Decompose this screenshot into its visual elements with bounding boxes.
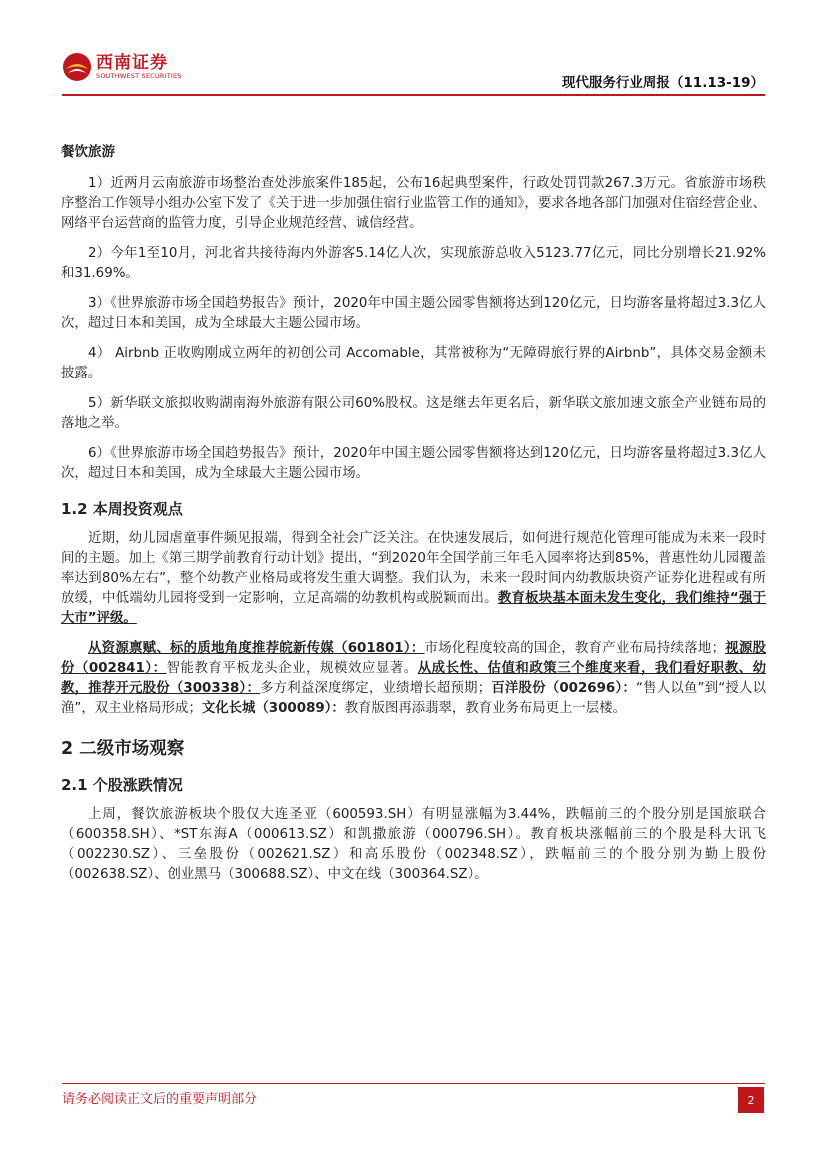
main-content — [61, 140, 766, 895]
news-item-2: 2）今年1至10月，河北省共接待海内外游客5.14亿人次，实现旅游总收入5123.77亿元，同比分别增长21.92%和31.69%。 — [61, 246, 766, 281]
page-number: 2 — [738, 1087, 764, 1113]
stock-movements-paragraph: 上周，餐饮旅游板块个股仅大连圣亚（600593.SH）有明显涨幅为3.44%，跌幅前三的个股分别是国旅联合（600358.SH）、*ST东海A（000613.SZ）和凯撒旅游（000796.SH）。教育板块涨幅前三的个股是科大讯飞（002230.SZ）、三垒股份（002621.SZ）和高乐股份（002348.SZ），跌幅前三的个股分别为勤上股份（002638.SZ）、创业黑马（300688.SZ）、中文在线（300364.SZ）。 — [61, 807, 766, 882]
news-item-5: 5）新华联文旅拟收购湖南海外旅游有限公司60%股权。这是继去年更名后，新华联文旅加速文旅全产业链布局的落地之举。 — [61, 396, 766, 431]
footer-divider — [62, 1083, 765, 1084]
recommendation-1-text: 市场化程度较高的国企，教育产业布局持续落地； — [424, 641, 725, 656]
logo-chinese-name: 西南证券 — [96, 53, 168, 73]
investment-view-text: 近期，幼儿园虐童事件频见报端，得到全社会广泛关注。在快速发展后，如何进行规范化管理可能成为未来一段时间的主题。加上《第三期学前教育行动计划》提出，“到2020年全国学前三年毛入园率将达到85%，普惠性幼儿园覆盖率达到80%左右”，整个幼教产业格局或将发生重大调整。我们认为，未来一段时间内幼教版块资产证券化进程或有所放缓，中低端幼儿园将受到一定影响，立足高端的幼教机构或脱颖而出。 — [61, 531, 766, 606]
section-heading-stock-movements: 2.1 个股涨跌情况 — [61, 776, 183, 794]
recommendation-1: 从资源禀赋、标的质地角度推荐皖新传媒（601801）： — [88, 641, 425, 656]
recommendation-2: 视源股份（002841）： — [61, 641, 767, 676]
report-title: 现代服务行业周报（11.13-19） — [561, 75, 764, 91]
stock-recommendation-paragraph — [61, 639, 766, 719]
recommendation-5: 文化长城（300089）： — [201, 701, 345, 716]
recommendation-4-text: “售人以鱼”到“授人以渔”，双主业格局形成； — [61, 681, 767, 716]
company-logo — [62, 52, 182, 82]
recommendation-5-text: 教育版图再添翡翠，教育业务布局更上一层楼。 — [344, 701, 626, 716]
section-heading-secondary-market: 2 二级市场观察 — [61, 739, 185, 759]
news-item-3: 3）《世界旅游市场全国趋势报告》预计，2020年中国主题公园零售额将达到120亿元，日均游客量将超过3.3亿人次，超过日本和美国，成为全球最大主题公园市场。 — [61, 296, 766, 331]
header-divider — [62, 94, 765, 96]
logo-english-name: SOUTHWEST SECURITIES — [96, 72, 182, 80]
section-label-dining-tourism: 餐饮旅游 — [61, 144, 115, 160]
news-item-1: 1）近两月云南旅游市场整治查处涉旅案件185起，公布16起典型案件，行政处罚罚款267.3万元。省旅游市场秩序整治工作领导小组办公室下发了《关于进一步加强住宿行业监管工作的通知》，要求各地各部门加强对住宿经营企业、网络平台运营商的监管力度，引导企业规范经营、诚信经营。 — [61, 176, 766, 231]
section-heading-investment-view: 1.2 本周投资观点 — [61, 500, 183, 518]
news-item-4: 4） Airbnb 正收购刚成立两年的初创公司 Accomable，其常被称为“无障碍旅行界的Airbnb”，具体交易金额未披露。 — [61, 346, 766, 381]
rating-statement: 教育板块基本面未发生变化，我们维持“强于大市”评级。 — [61, 591, 766, 626]
recommendation-3: 从成长性、估值和政策三个维度来看，我们看好职教、幼教，推荐开元股份（300338）： — [61, 661, 766, 696]
recommendation-4: 百洋股份（002696）： — [491, 681, 636, 696]
news-item-6: 6）《世界旅游市场全国趋势报告》预计，2020年中国主题公园零售额将达到120亿元，日均游客量将超过3.3亿人次，超过日本和美国，成为全球最大主题公园市场。 — [61, 446, 766, 481]
investment-view-paragraph — [61, 529, 766, 629]
recommendation-3-text: 多方利益深度绑定，业绩增长超预期； — [260, 681, 492, 696]
footer-disclaimer: 请务必阅读正文后的重要声明部分 — [62, 1092, 258, 1107]
recommendation-2-text: 智能教育平板龙头企业，规模效应显著。 — [166, 661, 418, 676]
logo-emblem-icon — [62, 52, 92, 82]
